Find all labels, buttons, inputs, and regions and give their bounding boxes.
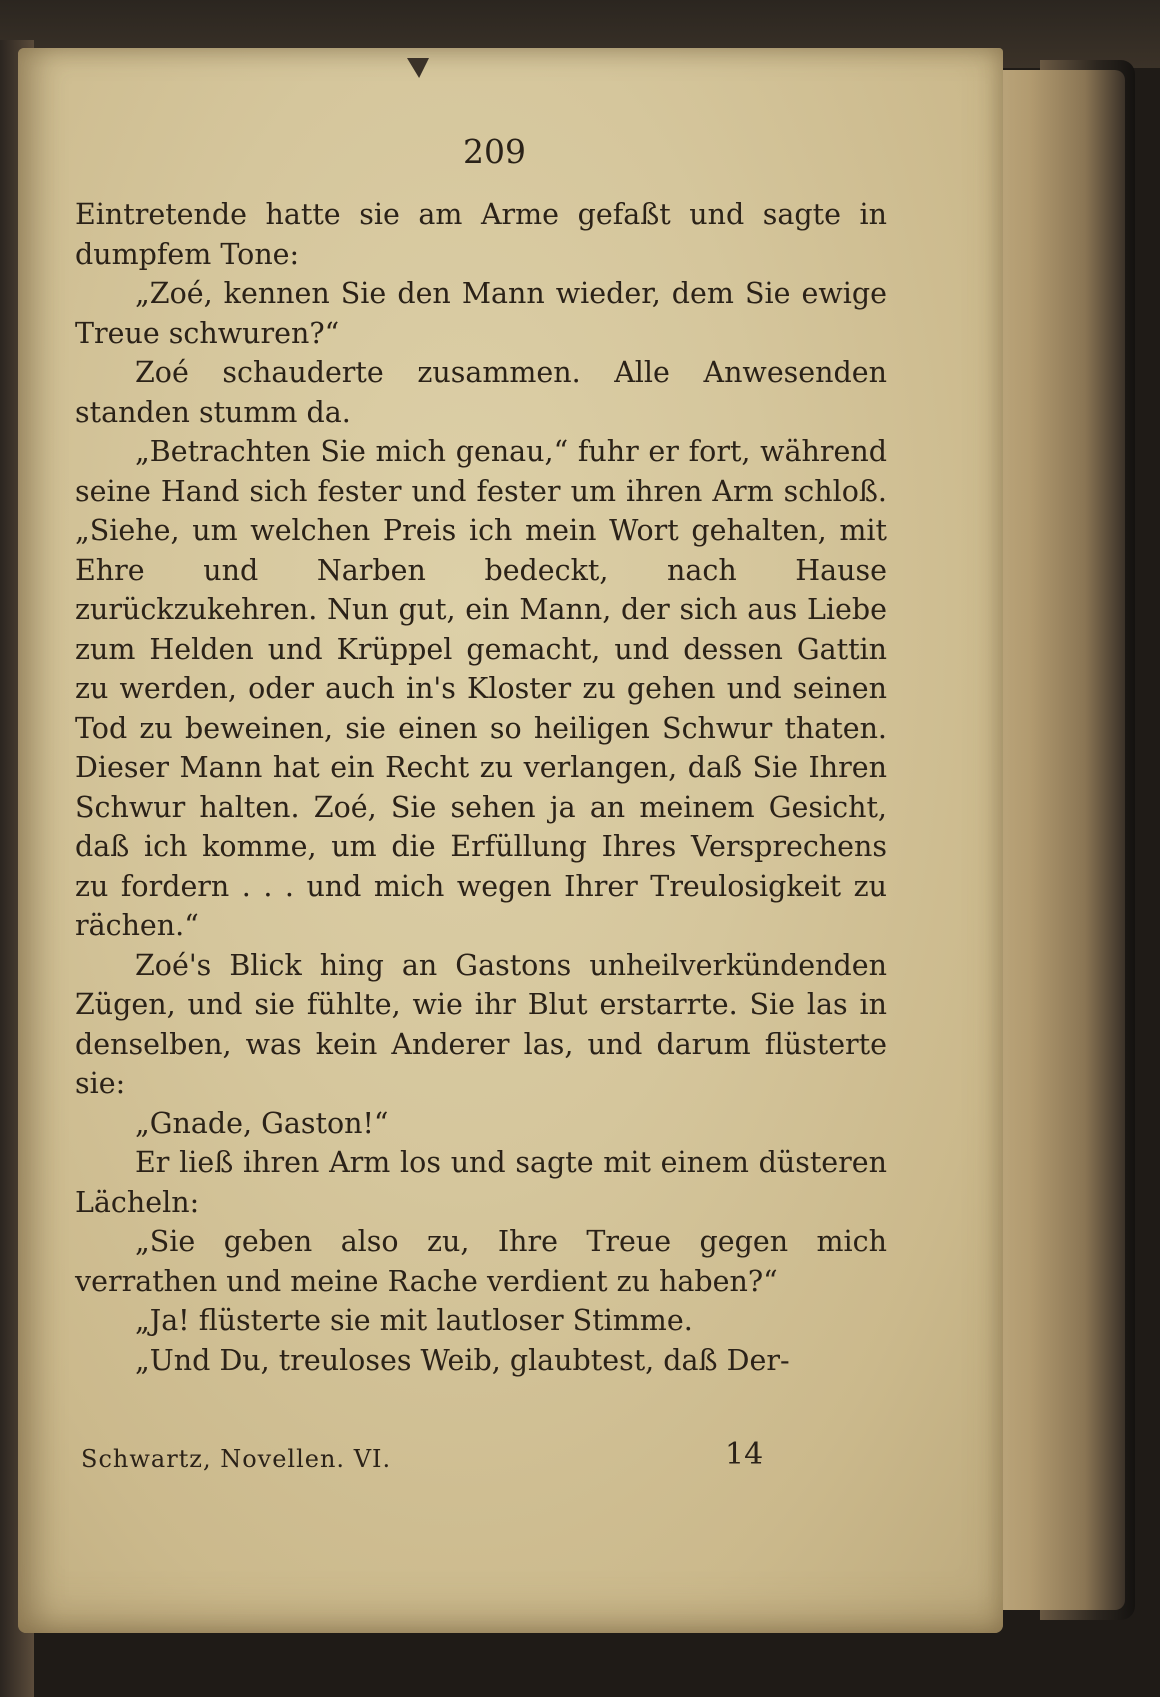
paragraph: Zoé schauderte zusammen. Alle Anwesenden standen stumm da.	[75, 356, 887, 429]
paragraph: „Und Du, treuloses Weib, glaubtest, daß Der-	[135, 1343, 790, 1377]
paragraph: „Gnade, Gaston!“	[135, 1106, 389, 1140]
paragraph: „Zoé, kennen Sie den Mann wieder, dem Sie ewige Treue schwuren?“	[75, 277, 887, 350]
paragraph: Eintretende hatte sie am Arme gefaßt und sagte in dumpfem Tone:	[75, 198, 887, 271]
paragraph: Zoé's Blick hing an Gastons unheilverkündenden Zügen, und sie fühlte, wie ihr Blut erstarrte. Sie las in denselben, was kein Anderer las, und darum flüsterte sie:	[75, 948, 887, 1100]
paragraph: „Sie geben also zu, Ihre Treue gegen mich verrathen und meine Rache verdient zu haben?“	[75, 1225, 887, 1298]
page-body-text	[75, 195, 887, 1380]
paragraph: Er ließ ihren Arm los und sagte mit einem düsteren Lächeln:	[75, 1146, 887, 1219]
footer-signature: Schwartz, Novellen. VI.	[81, 1445, 392, 1473]
footer-sheet-number: 14	[725, 1437, 764, 1472]
page-footer	[75, 1437, 887, 1483]
page-number: 209	[463, 132, 526, 171]
paragraph: „Betrachten Sie mich genau,“ fuhr er fort, während seine Hand sich fester und fester um ihren Arm schloß. „Siehe, um welchen Preis ich mein Wort gehalten, mit Ehre und Narben bedeckt, nach Hause zurückzukehren. Nun gut, ein Mann, der sich aus Liebe zum Helden und Krüppel gemacht, und dessen Gattin zu werden, oder auch in's Kloster zu gehen und seinen Tod zu beweinen, sie einen so heiligen Schwur thaten. Dieser Mann hat ein Recht zu verlangen, daß Sie Ihren Schwur halten. Zoé, Sie sehen ja an meinem Gesicht, daß ich komme, um die Erfüllung Ihres Versprechens zu fordern . . . und mich wegen Ihrer Treulosigkeit zu rächen.“	[75, 435, 887, 942]
book-page	[18, 48, 1003, 1633]
paragraph: „Ja! flüsterte sie mit lautloser Stimme.	[135, 1304, 693, 1337]
